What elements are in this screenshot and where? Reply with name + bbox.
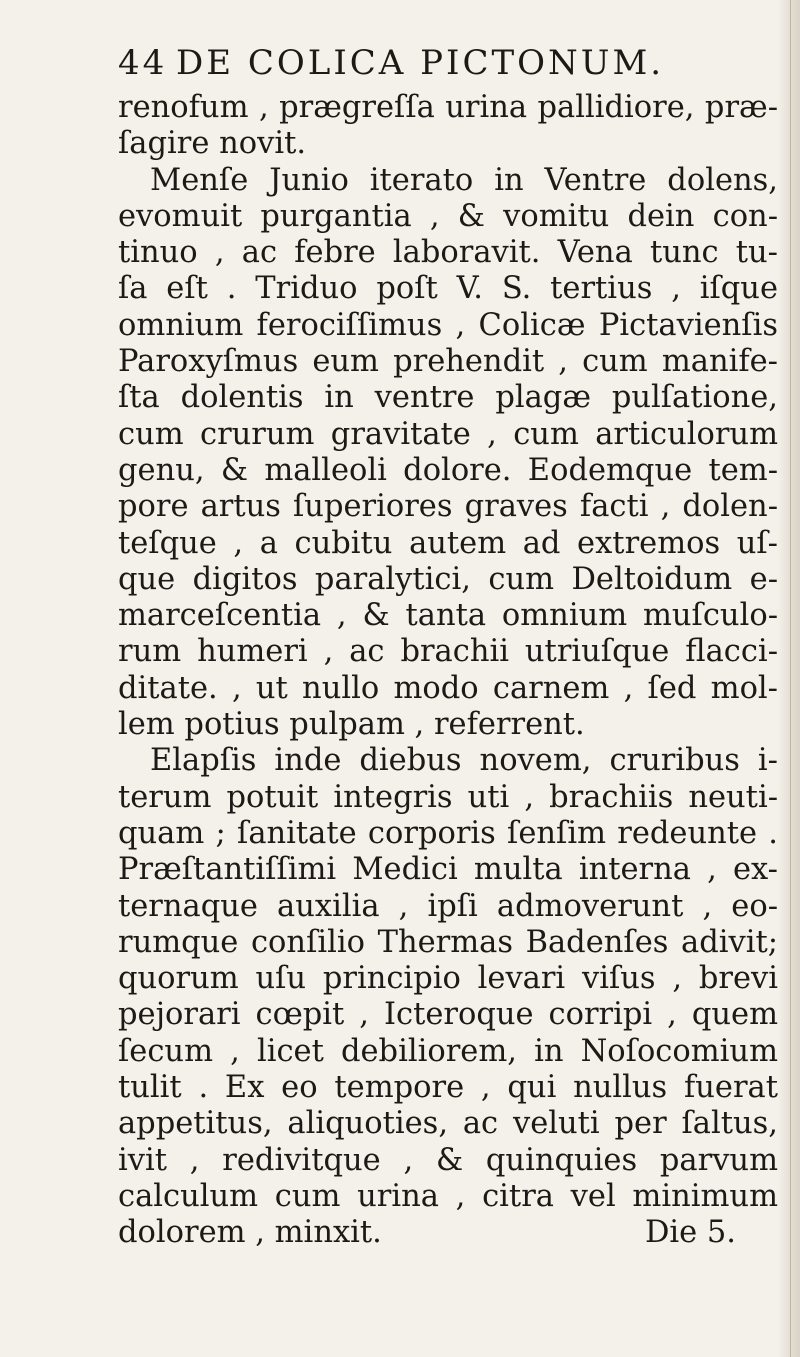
text-line: ternaque auxilia , ipſi admoverunt , eo- <box>118 888 778 924</box>
text-line: renofum , prægreſſa urina pallidiore, præ- <box>118 90 778 125</box>
text-line: cum crurum gravitate , cum articulorum <box>118 416 778 452</box>
text-line: ſa eſt . Triduo poſt V. S. tertius , iſque <box>118 271 778 307</box>
text-line: rum humeri , ac brachii utriuſque flacci- <box>118 634 778 670</box>
text-line: marceſcentia , & tanta omnium muſculo- <box>118 598 778 634</box>
text-line: pore artus ſuperiores graves facti , dolen- <box>118 489 778 525</box>
text-line: omnium ferociſſimus , Colicæ Pictavienſis <box>118 307 778 343</box>
text-line: Præſtantiſſimi Medici multa interna , ex- <box>118 852 778 888</box>
text-line: tinuo , ac febre laboravit. Vena tunc tu- <box>118 235 778 271</box>
running-header <box>118 40 778 86</box>
text-line: quorum uſu principio levari viſus , brevi <box>118 961 778 997</box>
page-number: 44 <box>118 43 168 83</box>
text-line: dolorem , minxit. <box>118 1215 382 1251</box>
text-line: tulit . Ex eo tempore , qui nullus fuerat <box>118 1070 778 1106</box>
text-line: pejorari cœpit , Icteroque corripi , quem <box>118 997 778 1033</box>
catchword: Die 5. <box>644 1215 736 1250</box>
text-line: ditate. , ut nullo modo carnem , ſed mol- <box>118 670 778 706</box>
text-line: terum potuit integris uti , brachiis neuti- <box>118 779 778 815</box>
text-line: rumque conſilio Thermas Badenſes adivit; <box>118 924 778 960</box>
text-line: teſque , a cubitu autem ad extremos uſ- <box>118 525 778 561</box>
text-line: Elapſis inde diebus novem, cruribus i- <box>150 743 778 779</box>
text-line: que digitos paralytici, cum Deltoidum e- <box>118 561 778 597</box>
text-line: calculum cum urina , citra vel minimum <box>118 1178 778 1214</box>
text-line: ſta dolentis in ventre plagæ pulſatione, <box>118 380 778 416</box>
text-line: genu, & malleoli dolore. Eodemque tem- <box>118 452 778 488</box>
text-line: Menſe Junio iterato in Ventre dolens, <box>150 162 778 198</box>
text-line: lem potius pulpam , referrent. <box>118 707 585 743</box>
body-text <box>118 90 778 1252</box>
text-line: quam ; ſanitate corporis ſenſim redeunte . <box>118 815 778 851</box>
page-edge-shadow <box>778 0 800 1357</box>
text-line: ſagire novit. <box>118 126 307 162</box>
running-title: DE COLICA PICTONUM. <box>176 43 665 83</box>
text-line: ſecum , licet debiliorem, in Noſocomium <box>118 1033 778 1069</box>
text-line: Paroxyſmus eum prehendit , cum manife- <box>118 344 778 380</box>
text-line: evomuit purgantia , & vomitu dein con- <box>118 198 778 234</box>
text-line: ivit , redivitque , & quinquies parvum <box>118 1142 778 1178</box>
text-line: appetitus, aliquoties, ac veluti per ſaltus, <box>118 1106 778 1142</box>
